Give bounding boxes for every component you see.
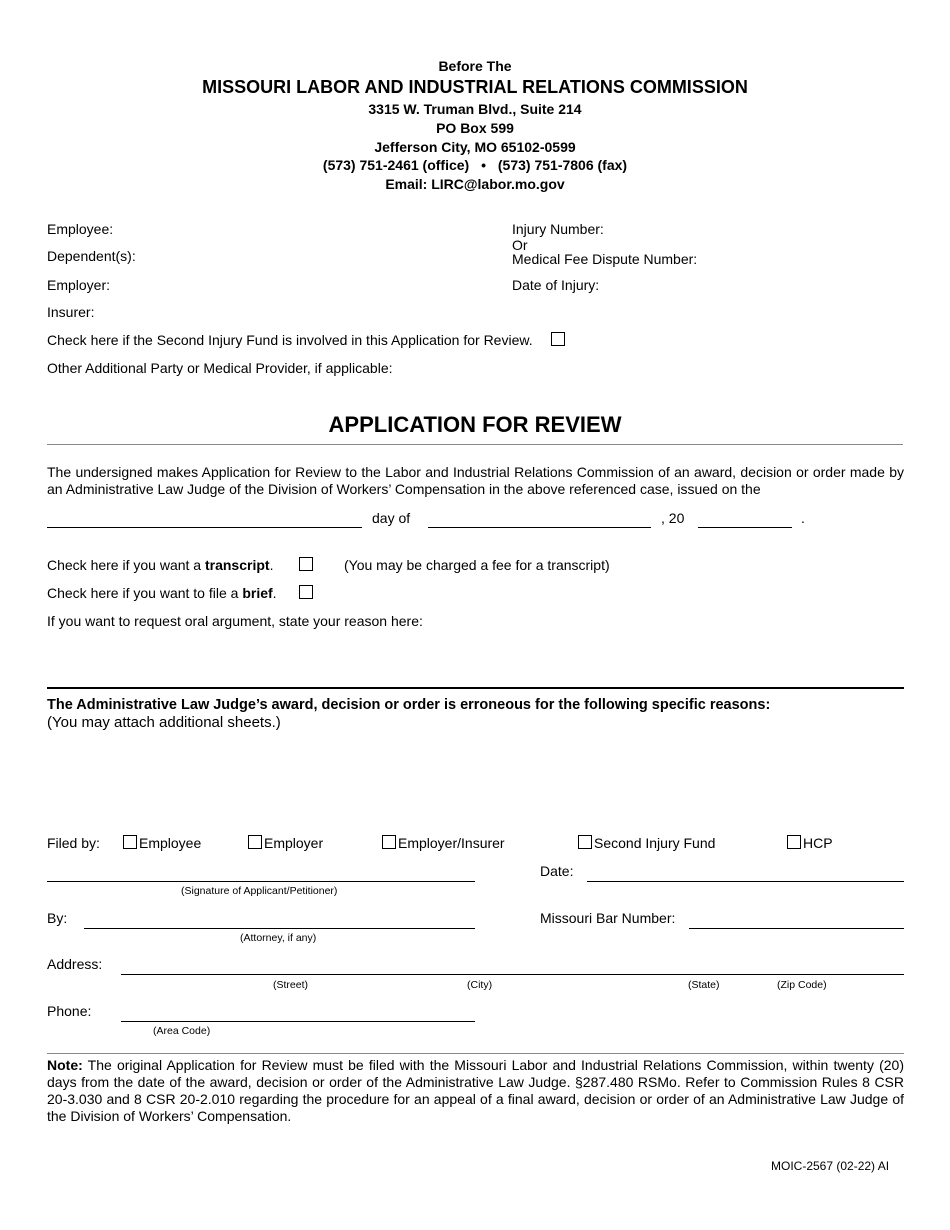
note-text [47, 1057, 904, 1125]
street-caption: (Street) [273, 979, 309, 991]
transcript-bold: transcript [204, 557, 270, 573]
zip-caption: (Zip Code) [777, 979, 827, 991]
bullet-icon: • [481, 157, 486, 173]
by-label: By: [47, 910, 68, 926]
date-label: Date: [540, 863, 574, 879]
transcript-text [47, 557, 273, 573]
signature-caption: (Signature of Applicant/Petitioner) [181, 885, 338, 897]
brief-bold: brief [242, 585, 273, 601]
employee-label: Employee: [47, 221, 114, 237]
phone-line [0, 157, 950, 173]
reasons-heading: The Administrative Law Judge’s award, decision or order is erroneous for the following specific reasons: [47, 697, 771, 713]
filed-by-label: Filed by: [47, 835, 100, 851]
attorney-field[interactable] [84, 928, 475, 929]
employer-label: Employer: [47, 277, 111, 293]
transcript-post: . [269, 557, 274, 573]
bar-number-label: Missouri Bar Number: [540, 910, 676, 926]
intro-text: The undersigned makes Application for Review to the Labor and Industrial Relations Commission of an award, decision or order made by an Administrative Law Judge of the Division of Workers’ Compensation in the above referenced case, issued on the [47, 464, 904, 497]
filed-by-employer-checkbox[interactable] [248, 835, 262, 849]
address-line-1: 3315 W. Truman Blvd., Suite 214 [368, 101, 582, 117]
brief-checkbox[interactable] [299, 585, 313, 599]
email-line: Email: LIRC@labor.mo.gov [385, 176, 565, 192]
note-divider [47, 1053, 904, 1054]
address-line-3: Jefferson City, MO 65102-0599 [374, 139, 576, 155]
dependents-label: Dependent(s): [47, 248, 136, 264]
reasons-divider [47, 687, 904, 689]
brief-pre: Check here if you want to file a [47, 585, 243, 601]
period-label: . [801, 510, 805, 526]
signature-field[interactable] [47, 881, 475, 882]
filed-by-employer-label: Employer [264, 835, 324, 851]
filed-by-employee-checkbox[interactable] [123, 835, 137, 849]
year-prefix-label: , 20 [661, 510, 685, 526]
form-id: MOIC-2567 (02-22) AI [771, 1159, 890, 1173]
transcript-pre: Check here if you want a [47, 557, 205, 573]
filed-by-employer-insurer-label: Employer/Insurer [398, 835, 505, 851]
phone-fax: (573) 751-7806 (fax) [497, 157, 628, 173]
filed-by-second-injury-fund-checkbox[interactable] [578, 835, 592, 849]
issued-day-field[interactable] [47, 527, 362, 528]
commission-name: MISSOURI LABOR AND INDUSTRIAL RELATIONS COMMISSION [202, 77, 748, 97]
day-of-label: day of [372, 510, 411, 526]
bar-number-field[interactable] [689, 928, 904, 929]
city-caption: (City) [467, 979, 493, 991]
transcript-checkbox[interactable] [299, 557, 313, 571]
second-injury-fund-text: Check here if the Second Injury Fund is involved in this Application for Review. [47, 332, 533, 348]
page-title: APPLICATION FOR REVIEW [328, 412, 622, 437]
issued-year-field[interactable] [698, 527, 792, 528]
area-code-caption: (Area Code) [153, 1025, 211, 1037]
filed-by-hcp-label: HCP [803, 835, 833, 851]
phone-office: (573) 751-2461 (office) [322, 157, 470, 173]
oral-argument-label: If you want to request oral argument, state your reason here: [47, 613, 423, 629]
transcript-fee-note: (You may be charged a fee for a transcript) [344, 557, 610, 573]
reasons-subheading: (You may attach additional sheets.) [47, 714, 281, 731]
injury-number-label: Injury Number: [512, 221, 604, 237]
medical-fee-label: Medical Fee Dispute Number: [512, 251, 698, 267]
attorney-caption: (Attorney, if any) [240, 932, 317, 944]
issued-month-field[interactable] [428, 527, 651, 528]
address-line-2: PO Box 599 [436, 120, 514, 136]
brief-text [47, 585, 277, 601]
note-label: Note: [47, 1057, 83, 1073]
filed-by-employee-label: Employee [139, 835, 202, 851]
insurer-label: Insurer: [47, 304, 95, 320]
filed-by-hcp-checkbox[interactable] [787, 835, 801, 849]
phone-field[interactable] [121, 1021, 475, 1022]
date-of-injury-label: Date of Injury: [512, 277, 600, 293]
header-before: Before The [438, 58, 512, 74]
state-caption: (State) [688, 979, 720, 991]
note-body: The original Application for Review must be filed with the Missouri Labor and Industrial Relations Commission, within twenty (20) days from the date of the award, decision or order of the Administrative Law Judge. §287.480 RSMo. Refer to Commission Rules 8 CSR 20-3.030 and 8 CSR 20-2.010 regarding the procedure for an appeal of a final award, decision or order of an Administrative Law Judge of the Division of Workers’ Compensation. [47, 1057, 904, 1124]
brief-post: . [272, 585, 277, 601]
title-divider [47, 444, 903, 445]
address-field[interactable] [121, 974, 904, 975]
filed-by-second-injury-fund-label: Second Injury Fund [594, 835, 716, 851]
other-party-label: Other Additional Party or Medical Provider, if applicable: [47, 360, 393, 376]
date-field[interactable] [587, 881, 904, 882]
or-label: Or [512, 237, 528, 253]
address-label: Address: [47, 956, 103, 972]
phone-label: Phone: [47, 1003, 92, 1019]
second-injury-fund-checkbox[interactable] [551, 332, 565, 346]
filed-by-employer-insurer-checkbox[interactable] [382, 835, 396, 849]
